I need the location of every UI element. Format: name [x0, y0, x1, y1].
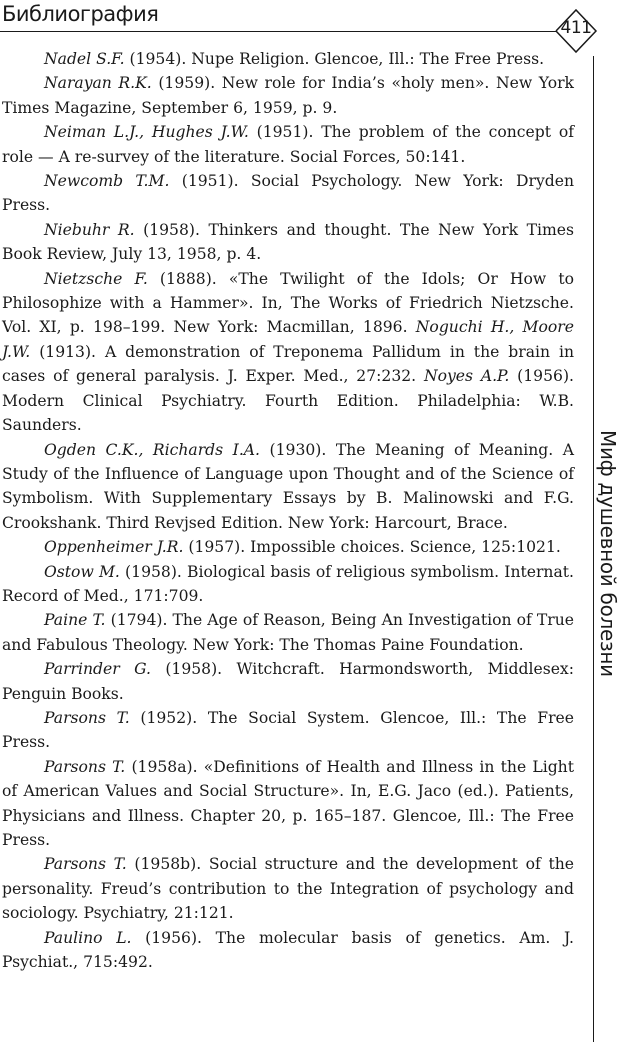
bib-text: (1958). Thinkers and thought. The New York Times Book Review, July 13, 1958, p. 4. [2, 220, 574, 264]
bib-entry [2, 71, 574, 120]
bib-entry [2, 169, 574, 218]
bib-author: Neiman L.J., Hughes J.W. [44, 123, 249, 142]
side-book-title-text: Миф душевной болезни [596, 430, 620, 677]
bib-text: (1930). The Meaning of Meaning. A Study of the Influence of Language upon Thought and of the Science of Symbolism. With Supplementary Essays by B. Malinowski and F.G. Crookshank. Third Revjsed Edition. New York: Harcourt, Brace. [2, 440, 574, 532]
bib-text: (1951). The problem of the concept of role — A re-survey of the literature. Social Forces, 50:141. [2, 123, 574, 166]
bib-text: (1959). New role for India’s «holy men». New York Times Magazine, September 6, 1959, p. 9. [2, 74, 575, 117]
bib-entry [2, 608, 574, 657]
bib-author: Niebuhr R. [44, 220, 135, 239]
bib-author: Ostow M. [44, 562, 120, 581]
bib-entry [2, 926, 574, 975]
bib-author: Parsons T. [44, 855, 127, 874]
bib-entry [2, 438, 574, 536]
bib-entry [2, 120, 574, 169]
bib-author: Noyes A.P. [423, 367, 510, 386]
bib-entry [2, 47, 574, 71]
bib-author: Narayan R.K. [44, 74, 152, 93]
bib-author: Parsons T. [44, 708, 130, 727]
bibliography-list [2, 47, 574, 974]
bib-entry [2, 218, 574, 267]
bib-text: (1957). Impossible choices. Science, 125:1021. [183, 538, 561, 557]
bib-author: Nietzsche F. [44, 269, 148, 288]
bib-text: (1954). Nupe Religion. Glencoe, Ill.: The Free Press. [124, 50, 545, 68]
bib-author: Paulino L. [44, 928, 132, 947]
bib-text: (1956). Modern Clinical Psychiatry. Fourth Edition. Philadelphia: W.B. Saunders. [2, 367, 574, 435]
side-rule [593, 56, 594, 1042]
bib-author: Parrinder G. [44, 660, 151, 679]
bib-author: Noguchi H., Moore J.W. [2, 318, 574, 361]
bib-entry [2, 755, 574, 853]
bib-entry [2, 535, 574, 559]
bib-text: (1958a). «Definitions of Health and Illness in the Light of American Values and Social Structure». In, E.G. Jaco (ed.). Patients, Physicians and Illness. Chapter 20, p. 165–187. Glencoe, Ill.: The Free Press. [2, 757, 574, 849]
bib-entry [2, 560, 574, 609]
bib-author: Newcomb T.M. [44, 172, 170, 191]
bib-author: Nadel S.F. [44, 50, 125, 68]
bib-text: (1952). The Social System. Glencoe, Ill.: The Free Press. [2, 708, 574, 752]
bib-text: (1888). «The Twilight of the Idols; Or How to Philosophize with a Hammer». In, The Works of Friedrich Nietzsche. Vol. XI, p. 198–199. New York: Macmillan, 1896. [2, 269, 574, 337]
bib-author: Oppenheimer J.R. [44, 538, 184, 557]
bib-entry [2, 706, 574, 755]
bib-entry [2, 852, 574, 925]
running-header-title: Библиография [2, 2, 159, 26]
bib-author: Parsons T. [44, 757, 126, 776]
bib-text: (1958). Witchcraft. Harmondsworth, Middlesex: Penguin Books. [2, 660, 574, 703]
bib-entry [2, 267, 574, 438]
bib-author: Paine T. [44, 611, 106, 630]
bib-text: (1956). The molecular basis of genetics. Am. J. Psychiat., 715:492. [2, 928, 575, 972]
bib-text: (1794). The Age of Reason, Being An Investigation of True and Fabulous Theology. New York: The Thomas Paine Foundation. [2, 611, 574, 654]
bib-text: (1958). Biological basis of religious symbolism. Internat. Record of Med., 171:709. [2, 562, 574, 605]
side-book-title [596, 430, 620, 720]
bib-author: Ogden C.K., Richards I.A. [44, 440, 261, 459]
bib-entry [2, 657, 574, 706]
page-number: 411 [560, 18, 592, 38]
bib-text: (1958b). Social structure and the development of the personality. Freud’s contribution to the Integration of psychology and sociology. Psychiatry, 21:121. [2, 855, 574, 923]
bib-text: (1951). Social Psychology. New York: Dryden Press. [2, 172, 575, 215]
header-rule [0, 31, 556, 32]
bib-text: (1913). A demonstration of Treponema Pallidum in the brain in cases of general paralysis. J. Exper. Med., 27:232. [2, 342, 574, 386]
